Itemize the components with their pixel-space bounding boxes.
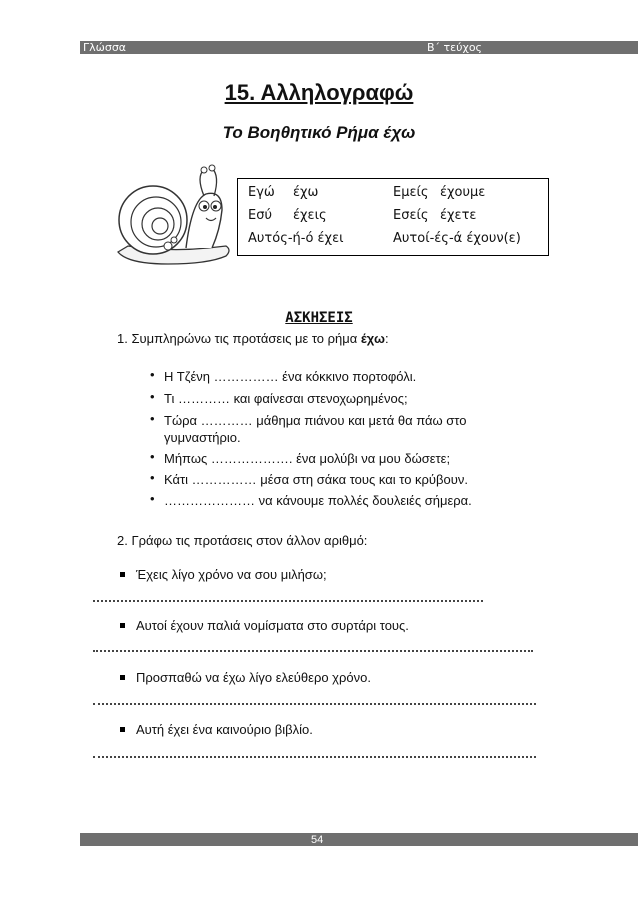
fill-in-sentence: Τι ………… και φαίνεσαι στενοχωρημένος;: [164, 391, 408, 406]
verb-singular: έχω: [293, 185, 319, 200]
bullet-icon: •: [150, 491, 155, 506]
pronoun-plural: Εμείς: [393, 185, 429, 200]
conjugation-row: [238, 231, 548, 251]
answer-line: [93, 756, 536, 758]
verb-plural: έχετε: [440, 208, 477, 223]
fill-in-sentence: Τώρα ………… μάθημα πιάνου και μετά θα πάω στο: [164, 413, 467, 428]
footer-bar: [80, 833, 638, 846]
square-bullet-icon: [120, 572, 125, 577]
header-bar: [80, 41, 638, 54]
pronoun-singular: Εσύ: [248, 208, 272, 223]
verb-plural: έχουμε: [440, 185, 486, 200]
bullet-icon: •: [150, 470, 155, 485]
rewrite-sentence: Έχεις λίγο χρόνο να σου μιλήσω;: [136, 567, 327, 582]
lesson-title: 15. Αλληλογραφώ: [224, 80, 414, 105]
header-subject: Γλώσσα: [83, 41, 127, 54]
conjugation-table: [237, 178, 549, 256]
page-number: 54: [311, 834, 324, 846]
lesson-subtitle: Το Βοηθητικό Ρήμα έχω: [222, 123, 416, 142]
conjugation-row: [238, 185, 548, 205]
pronoun-plural: Εσείς: [393, 208, 429, 223]
square-bullet-icon: [120, 675, 125, 680]
header-volume: Β΄ τεύχος: [427, 41, 483, 54]
bullet-icon: •: [150, 389, 155, 404]
answer-line: [93, 703, 536, 705]
answer-line: [93, 600, 483, 602]
third-person-singular: Αυτός-ή-ό έχει: [248, 231, 344, 246]
exercise-1-instruction: 1. Συμπληρώνω τις προτάσεις με το ρήμα έχω:: [117, 331, 389, 346]
square-bullet-icon: [120, 623, 125, 628]
pronoun-singular: Εγώ: [248, 185, 275, 200]
rewrite-sentence: Αυτοί έχουν παλιά νομίσματα στο συρτάρι τους.: [136, 618, 409, 633]
fill-in-sentence-continuation: γυμναστήριο.: [164, 430, 241, 445]
fill-in-sentence: Κάτι …………… μέσα στη σάκα τους και το κρύβουν.: [164, 472, 468, 487]
third-person-plural: Αυτοί-ές-ά έχουν(ε): [393, 231, 521, 246]
square-bullet-icon: [120, 727, 125, 732]
bullet-icon: •: [150, 411, 155, 426]
exercises-heading: ΑΣΚΗΣΕΙΣ: [285, 310, 353, 326]
rewrite-sentence: Προσπαθώ να έχω λίγο ελεύθερο χρόνο.: [136, 670, 371, 685]
fill-in-sentence: ………………… να κάνουμε πολλές δουλειές σήμερα.: [164, 493, 472, 508]
fill-in-sentence: Η Τζένη …………… ένα κόκκινο πορτοφόλι.: [164, 369, 417, 384]
verb-singular: έχεις: [293, 208, 327, 223]
conjugation-row: [238, 208, 548, 228]
rewrite-sentence: Αυτή έχει ένα καινούριο βιβλίο.: [136, 722, 313, 737]
snail-illustration: [108, 160, 236, 270]
answer-line: [93, 650, 533, 652]
exercise-2-instruction: 2. Γράφω τις προτάσεις στον άλλον αριθμό:: [117, 533, 368, 548]
fill-in-sentence: Μήπως ………………. ένα μολύβι να μου δώσετε;: [164, 451, 451, 466]
bullet-icon: •: [150, 367, 155, 382]
bullet-icon: •: [150, 449, 155, 464]
